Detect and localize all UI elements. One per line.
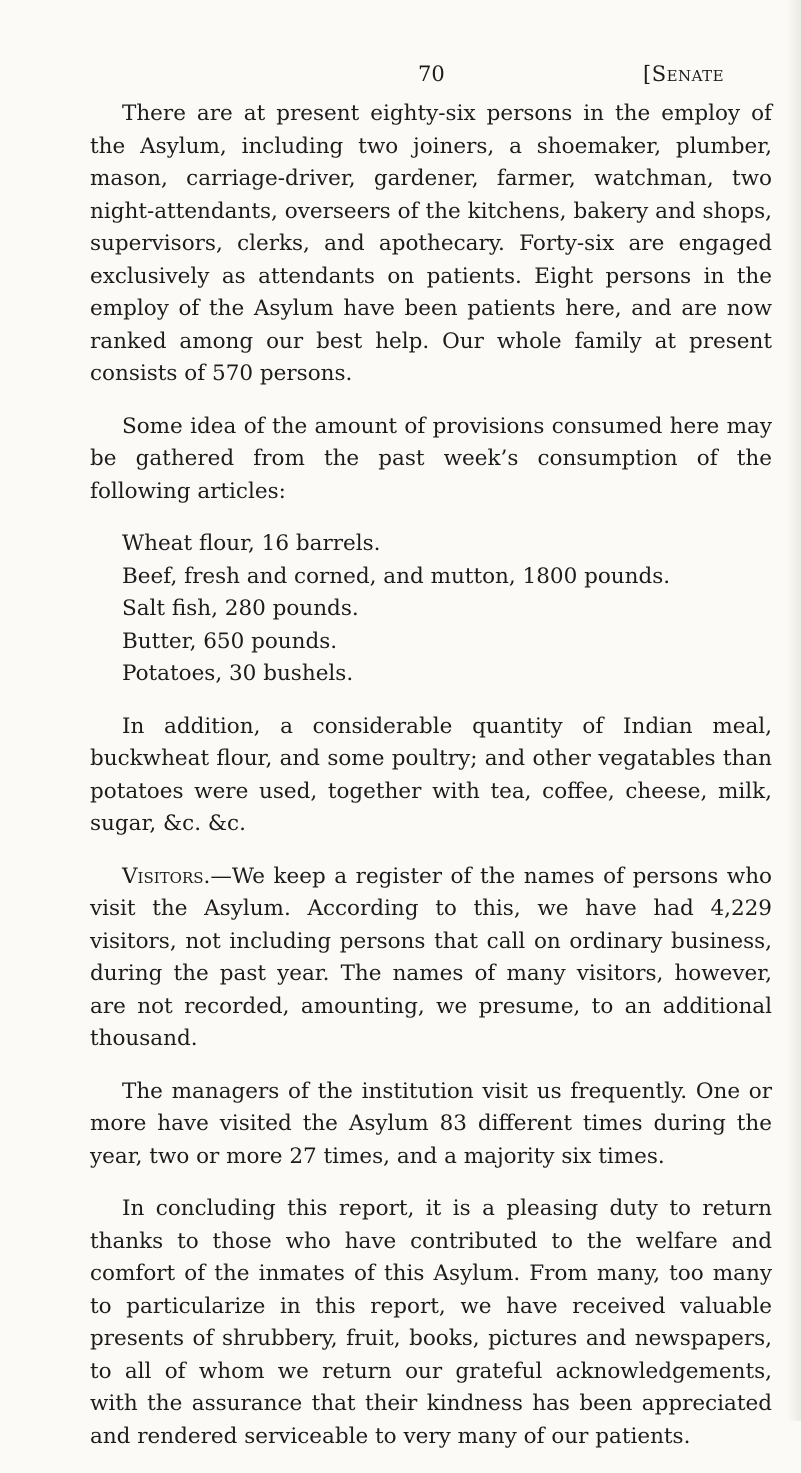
paragraph-conclusion: In concluding this report, it is a pleasing duty to return thanks to those who have contributed to the welfare and comfort of the inmates of this Asylum. From many, too many to particularize in this report, we have received valuable presents of shrubbery, fruit, books, pictures and newspapers, to all of whom we return our grateful acknowledgements, with the assurance that their kindness has been appreciated and rendered serviceable to very many of our patients. — [90, 1196, 772, 1449]
paragraph-visitors — [90, 861, 772, 1056]
list-item: Salt fish, 280 pounds. — [122, 596, 359, 621]
paragraph-managers: The managers of the institution visit us frequently. One or more have visited the Asylum 83 different times during the year, two or more 27 times, and a majority six times. — [90, 1078, 772, 1169]
visitors-text: —We keep a register of the names of persons who visit the Asylum. According to this, we have had 4,229 visitors, not including persons that call on ordinary business, during the past year. The names of many visitors, however, are not recorded, amounting, we presume, to an additional thousand. — [90, 863, 772, 1051]
paragraph-provisions-intro: Some idea of the amount of provisions consumed here may be gathered from the past week’s consumption of the following articles: — [90, 413, 772, 504]
list-item: Butter, 650 pounds. — [122, 628, 338, 654]
page-edge-shadow — [787, 0, 801, 1421]
list-item: Wheat flour, 16 barrels. — [122, 531, 381, 556]
provisions-list — [90, 528, 772, 691]
visitors-heading: Visitors. — [122, 863, 211, 889]
running-head: [Senate — [643, 62, 725, 86]
paragraph-additional-provisions: In addition, a considerable quantity of Indian meal, buckwheat flour, and some poultry; and other vegatables than potatoes were used, together with tea, coffee, cheese, milk, sugar, &c. &c. — [90, 713, 772, 836]
body-text — [90, 98, 772, 1473]
list-item: Potatoes, 30 bushels. — [122, 661, 354, 686]
paragraph-employees: There are at present eighty-six persons in the employ of the Asylum, including two joiners, a shoemaker, plumber, mason, carriage-driver, gardener, farmer, watchman, two night-attendants, overseers of the kitchens, bakery and shops, supervisors, clerks, and apothecary. Forty-six are engaged exclusively as attendants on patients. Eight persons in the employ of the Asylum have been patients here, and are now ranked among our best help. Our whole family at present consists of 570 persons. — [90, 101, 772, 386]
page-header — [0, 62, 801, 96]
list-item: Beef, fresh and corned, and mutton, 1800 pounds. — [122, 563, 671, 589]
page-number: 70 — [418, 62, 445, 86]
